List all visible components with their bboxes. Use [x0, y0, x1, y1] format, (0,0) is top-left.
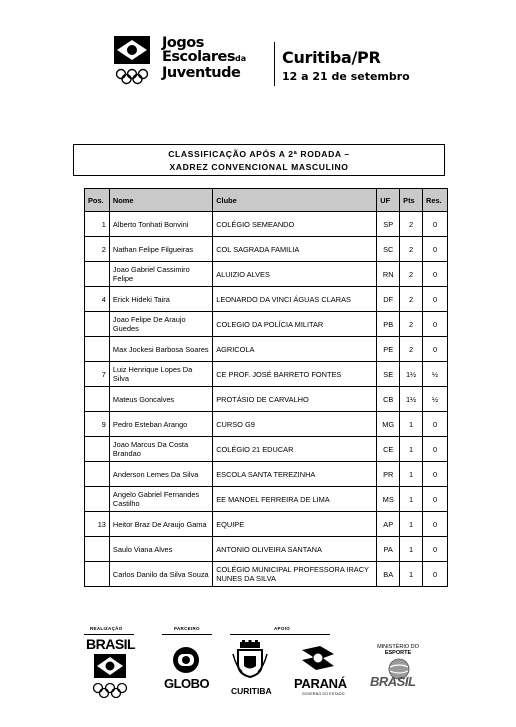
table-row: [85, 337, 448, 362]
cell-pos: 1: [85, 212, 110, 237]
table-row: [85, 412, 448, 437]
label-realizacao: REALIZAÇÃO: [90, 626, 123, 631]
cell-pts: 1: [400, 562, 423, 587]
event-dates: 12 a 21 de setembro: [282, 70, 410, 83]
cell-club: LEONARDO DA VINCI ÁGUAS CLARAS: [213, 287, 377, 312]
cell-name: Luiz Henrique Lopes Da Silva: [109, 362, 212, 387]
table-row: [85, 437, 448, 462]
cell-pos: [85, 387, 110, 412]
ministerio-line2: ESPORTE: [384, 650, 412, 656]
cell-res: 0: [423, 437, 448, 462]
cell-club: COLÉGIO MUNICIPAL PROFESSORA IRACY NUNES DA SILVA: [213, 562, 377, 587]
cell-name: Pedro Esteban Arango: [109, 412, 212, 437]
cell-pts: 1½: [400, 387, 423, 412]
col-header-pos: Pos.: [85, 189, 110, 212]
cell-club: CURSO G9: [213, 412, 377, 437]
cell-uf: MG: [377, 412, 400, 437]
globo-sphere-icon: [172, 646, 200, 674]
cell-uf: RN: [377, 262, 400, 287]
header-divider: [274, 42, 275, 86]
table-row: [85, 287, 448, 312]
cell-res: 0: [423, 487, 448, 512]
cell-uf: CE: [377, 437, 400, 462]
label-apoio: APOIO: [274, 626, 291, 631]
parana-logo-text: PARANÁ: [294, 676, 347, 691]
title-line1: CLASSIFICAÇÃO APÓS A 2ª RODADA –: [168, 149, 350, 159]
sponsor-footer: [76, 622, 446, 722]
cell-uf: PA: [377, 537, 400, 562]
cell-name: Joao Marcus Da Costa Brandao: [109, 437, 212, 462]
table-row: [85, 462, 448, 487]
cell-res: 0: [423, 537, 448, 562]
cell-pts: 1½: [400, 362, 423, 387]
col-header-pts: Pts: [400, 189, 423, 212]
table-row: [85, 237, 448, 262]
title-line2: XADREZ CONVENCIONAL MASCULINO: [169, 162, 349, 172]
cell-name: Alberto Tonhati Bonvini: [109, 212, 212, 237]
cell-res: 0: [423, 462, 448, 487]
cell-club: EE MANOEL FERREIRA DE LIMA: [213, 487, 377, 512]
col-header-uf: UF: [377, 189, 400, 212]
cell-res: 0: [423, 412, 448, 437]
table-row: [85, 512, 448, 537]
cell-uf: DF: [377, 287, 400, 312]
cell-res: 0: [423, 312, 448, 337]
col-header-name: Nome: [109, 189, 212, 212]
cell-pts: 2: [400, 262, 423, 287]
parana-flag-icon: [298, 644, 338, 676]
cell-name: Joao Gabriel Cassimiro Felipe: [109, 262, 212, 287]
table-row: [85, 562, 448, 587]
cell-pts: 2: [400, 287, 423, 312]
cell-pts: 1: [400, 437, 423, 462]
cell-res: 0: [423, 337, 448, 362]
cell-res: 0: [423, 212, 448, 237]
cell-res: 0: [423, 287, 448, 312]
cell-pos: 2: [85, 237, 110, 262]
ministerio-text: [372, 644, 424, 656]
standings-body: [85, 212, 448, 587]
event-header: [112, 28, 412, 94]
divider-realizacao: [84, 634, 134, 635]
col-header-club: Clube: [213, 189, 377, 212]
cell-pts: 2: [400, 237, 423, 262]
cell-pos: 9: [85, 412, 110, 437]
cell-res: 0: [423, 562, 448, 587]
table-row: [85, 537, 448, 562]
curitiba-logo-text: CURITIBA: [231, 686, 272, 696]
cell-pos: 13: [85, 512, 110, 537]
cell-club: AGRICOLA: [213, 337, 377, 362]
cell-res: 0: [423, 237, 448, 262]
document-title: [73, 144, 445, 176]
cell-uf: SC: [377, 237, 400, 262]
cell-pts: 1: [400, 462, 423, 487]
table-row: [85, 362, 448, 387]
label-parceiro: PARCEIRO: [174, 626, 200, 631]
cell-pts: 2: [400, 312, 423, 337]
table-row: [85, 487, 448, 512]
cell-club: COL SAGRADA FAMILIA: [213, 237, 377, 262]
divider-parceiro: [162, 634, 212, 635]
cell-pts: 1: [400, 487, 423, 512]
cell-pos: [85, 462, 110, 487]
table-row: [85, 387, 448, 412]
cell-club: PROTÁSIO DE CARVALHO: [213, 387, 377, 412]
cell-pos: [85, 562, 110, 587]
cell-name: Nathan Felipe Filgueiras: [109, 237, 212, 262]
cell-uf: PE: [377, 337, 400, 362]
cell-uf: SP: [377, 212, 400, 237]
cell-pts: 1: [400, 512, 423, 537]
parana-subtitle: GOVERNO DO ESTADO: [302, 692, 345, 696]
col-header-res: Res.: [423, 189, 448, 212]
cell-pos: [85, 337, 110, 362]
cell-uf: CB: [377, 387, 400, 412]
cell-club: ANTONIO OLIVEIRA SANTANA: [213, 537, 377, 562]
brand-line2: Escolares: [162, 49, 235, 65]
jogos-escolares-logo-icon: [112, 34, 156, 104]
brand-name: [162, 36, 246, 80]
curitiba-coat-of-arms-icon: [232, 640, 268, 678]
cell-pts: 2: [400, 337, 423, 362]
cell-uf: BA: [377, 562, 400, 587]
cell-pos: 7: [85, 362, 110, 387]
cell-name: Max Jockesi Barbosa Soares: [109, 337, 212, 362]
cell-name: Saulo Viana Alves: [109, 537, 212, 562]
cell-name: Heitor Braz De Araujo Gama: [109, 512, 212, 537]
cell-club: COLÉGIO SEMEANDO: [213, 212, 377, 237]
cell-pos: 4: [85, 287, 110, 312]
cell-uf: PR: [377, 462, 400, 487]
brasil-flag-rings-icon: [90, 654, 130, 706]
globo-logo-text: GLOBO: [164, 676, 210, 691]
cell-res: ½: [423, 362, 448, 387]
brand-da: da: [234, 54, 247, 63]
cell-pts: 2: [400, 212, 423, 237]
cell-name: Joao Felipe De Araujo Guedes: [109, 312, 212, 337]
table-row: [85, 212, 448, 237]
cell-uf: AP: [377, 512, 400, 537]
ministerio-line1: MINISTÉRIO DO: [377, 644, 419, 650]
divider-apoio: [230, 634, 330, 635]
brasil-gov-logo-text: BRASIL: [370, 674, 416, 689]
brand-line3: Juventude: [162, 65, 241, 81]
cell-name: Anderson Lemes Da Silva: [109, 462, 212, 487]
cell-res: 0: [423, 512, 448, 537]
cell-pts: 1: [400, 537, 423, 562]
cell-club: ALUIZIO ALVES: [213, 262, 377, 287]
event-city: Curitiba/PR: [282, 48, 381, 67]
brand-line1: Jogos: [162, 35, 204, 51]
brasil-logo-text: BRASIL: [86, 636, 136, 652]
cell-club: EQUIPE: [213, 512, 377, 537]
table-row: [85, 262, 448, 287]
cell-res: ½: [423, 387, 448, 412]
cell-uf: PB: [377, 312, 400, 337]
cell-name: Mateus Goncalves: [109, 387, 212, 412]
cell-club: ESCOLA SANTA TEREZINHA: [213, 462, 377, 487]
cell-club: CE PROF. JOSÉ BARRETO FONTES: [213, 362, 377, 387]
standings-table: [84, 188, 448, 587]
cell-pos: [85, 262, 110, 287]
table-header-row: [85, 189, 448, 212]
cell-pts: 1: [400, 412, 423, 437]
cell-pos: [85, 312, 110, 337]
cell-pos: [85, 437, 110, 462]
cell-pos: [85, 537, 110, 562]
table-row: [85, 312, 448, 337]
cell-name: Carlos Danilo da Silva Souza: [109, 562, 212, 587]
cell-res: 0: [423, 262, 448, 287]
cell-club: COLEGIO DA POLÍCIA MILITAR: [213, 312, 377, 337]
cell-club: COLÉGIO 21 EDUCAR: [213, 437, 377, 462]
cell-name: Erick Hideki Taira: [109, 287, 212, 312]
cell-name: Angelo Gabriel Fernandes Castilho: [109, 487, 212, 512]
cell-pos: [85, 487, 110, 512]
cell-uf: SE: [377, 362, 400, 387]
cell-uf: MS: [377, 487, 400, 512]
